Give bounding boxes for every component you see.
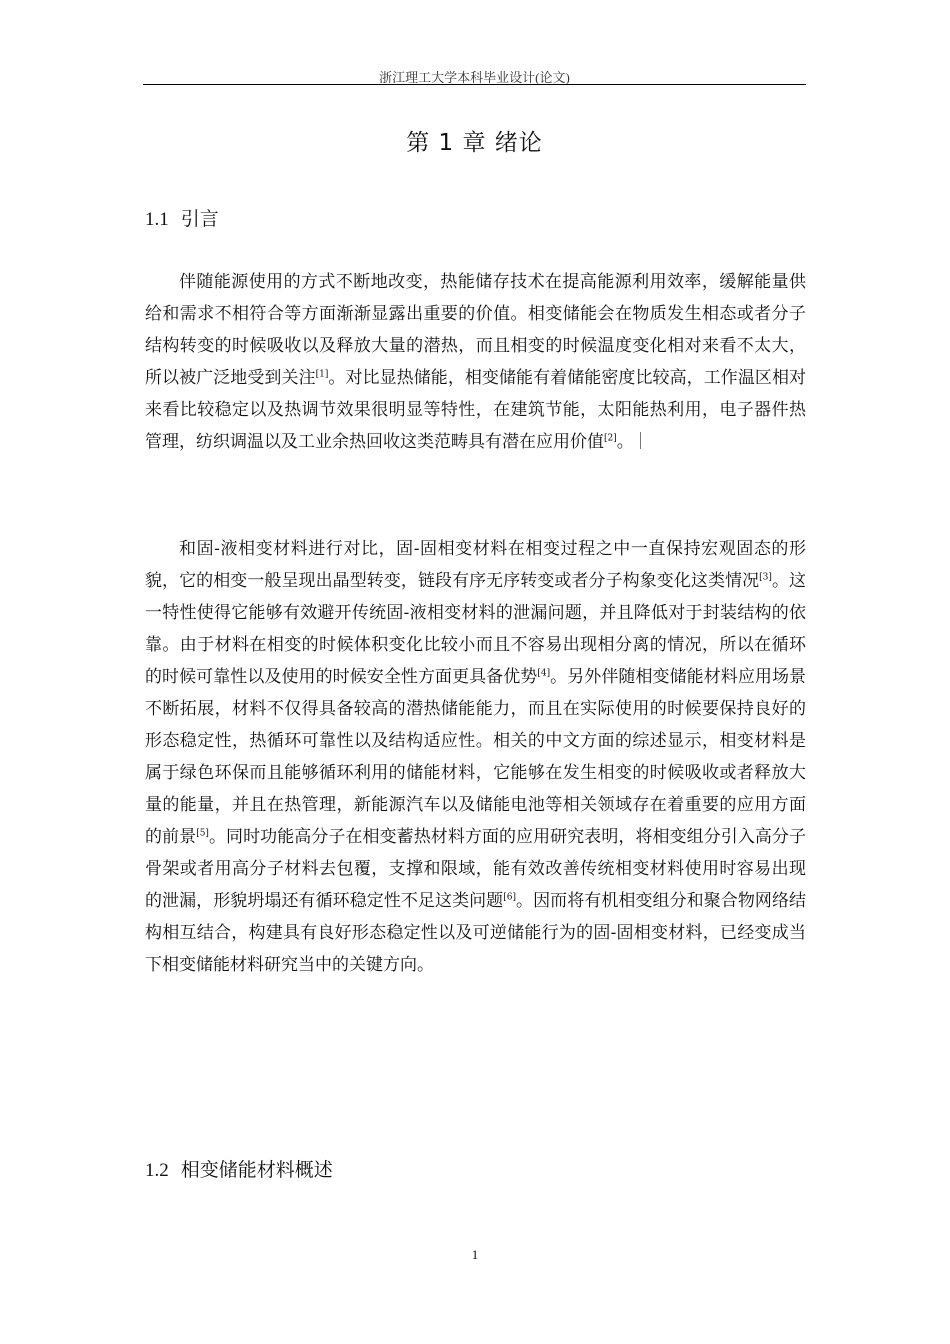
citation-ref[interactable]: [3]: [759, 572, 772, 583]
section-title: 引言: [180, 208, 219, 230]
paragraph-text: 。另外伴随相变储能材料应用场景不断拓展，材料不仅得具备较高的潜热储能能力，而且在实际使用的时候要保持良好的形态稳定性，热循环可靠性以及结构适应性。相关的中文方面的综述显示，相变材料是属于绿色环保而且能够循环利用的储能材料，它能够在发生相变的时候吸收或者释放大量的能量，并且在热管理，新能源汽车以及储能电池等相关领域存在着重要的应用方面的前景: [145, 667, 807, 847]
section-heading-1-1: [145, 204, 219, 231]
header-rule: [143, 84, 806, 85]
section-number: 1.1: [145, 209, 169, 230]
paragraph-text: 伴随能源使用的方式不断地改变，热能储存技术在提高能源利用效率，缓解能量供给和需求不相符合等方面渐渐显露出重要的价值。相变储能会在物质发生相态或者分子结构转变的时候吸收以及释放大量的潜热，而且相变的时候温度变化相对来看不太大，所以被广泛地受到关注: [145, 272, 806, 388]
section-heading-1-2: [145, 1155, 333, 1182]
citation-ref[interactable]: [5]: [196, 828, 209, 839]
page-number: 1: [471, 1247, 479, 1262]
paragraph-2: [145, 533, 806, 981]
paragraph-text: 。同时功能高分子在相变蓄热材料方面的应用研究表明，将相变组分引入高分子骨架或者用高分子材料去包覆，支撑和限域，能有效改善传统相变材料使用时容易出现的泄漏，形貌坍塌还有循环稳定性不足这类问题: [145, 827, 807, 911]
section-title: 相变储能材料概述: [180, 1159, 333, 1181]
citation-ref[interactable]: [6]: [503, 892, 516, 903]
paragraph-text: 。因而将有机相变组分和聚合物网络结构相互结合，构建具有良好形态稳定性以及可逆储能行为的固-固相变材料，已经变成当下相变储能材料研究当中的关键方向。: [145, 891, 807, 975]
citation-ref[interactable]: [2]: [604, 433, 617, 444]
paragraph-1: [145, 266, 806, 458]
citation-ref[interactable]: [1]: [315, 369, 329, 380]
paragraph-text: 和固-液相变材料进行对比，固-固相变材料在相变过程之中一直保持宏观固态的形貌，它的相变一般呈现出晶型转变，链段有序无序转变或者分子构象变化这类情况: [145, 539, 806, 591]
paragraph-text: 。: [616, 432, 634, 452]
page-header: 浙江理工大学本科毕业设计(论文): [379, 70, 570, 85]
text-cursor: [640, 432, 641, 449]
chapter-title: 第 1 章 绪论: [406, 130, 543, 156]
citation-ref[interactable]: [4]: [537, 668, 551, 679]
paragraph-text: 。对比显热储能，相变储能有着储能密度比较高，工作温区相对来看比较稳定以及热调节效果很明显等特性，在建筑节能，太阳能热利用，电子器件热管理，纺织调温以及工业余热回收这类范畴具有潜在应用价值: [145, 368, 807, 452]
section-number: 1.2: [145, 1160, 169, 1181]
paragraph-text: 。这一特性使得它能够有效避开传统固-液相变材料的泄漏问题，并且降低对于封装结构的依靠。由于材料在相变的时候体积变化比较小而且不容易出现相分离的情况，所以在循环的时候可靠性以及使用的时候安全性方面更具备优势: [145, 571, 807, 687]
